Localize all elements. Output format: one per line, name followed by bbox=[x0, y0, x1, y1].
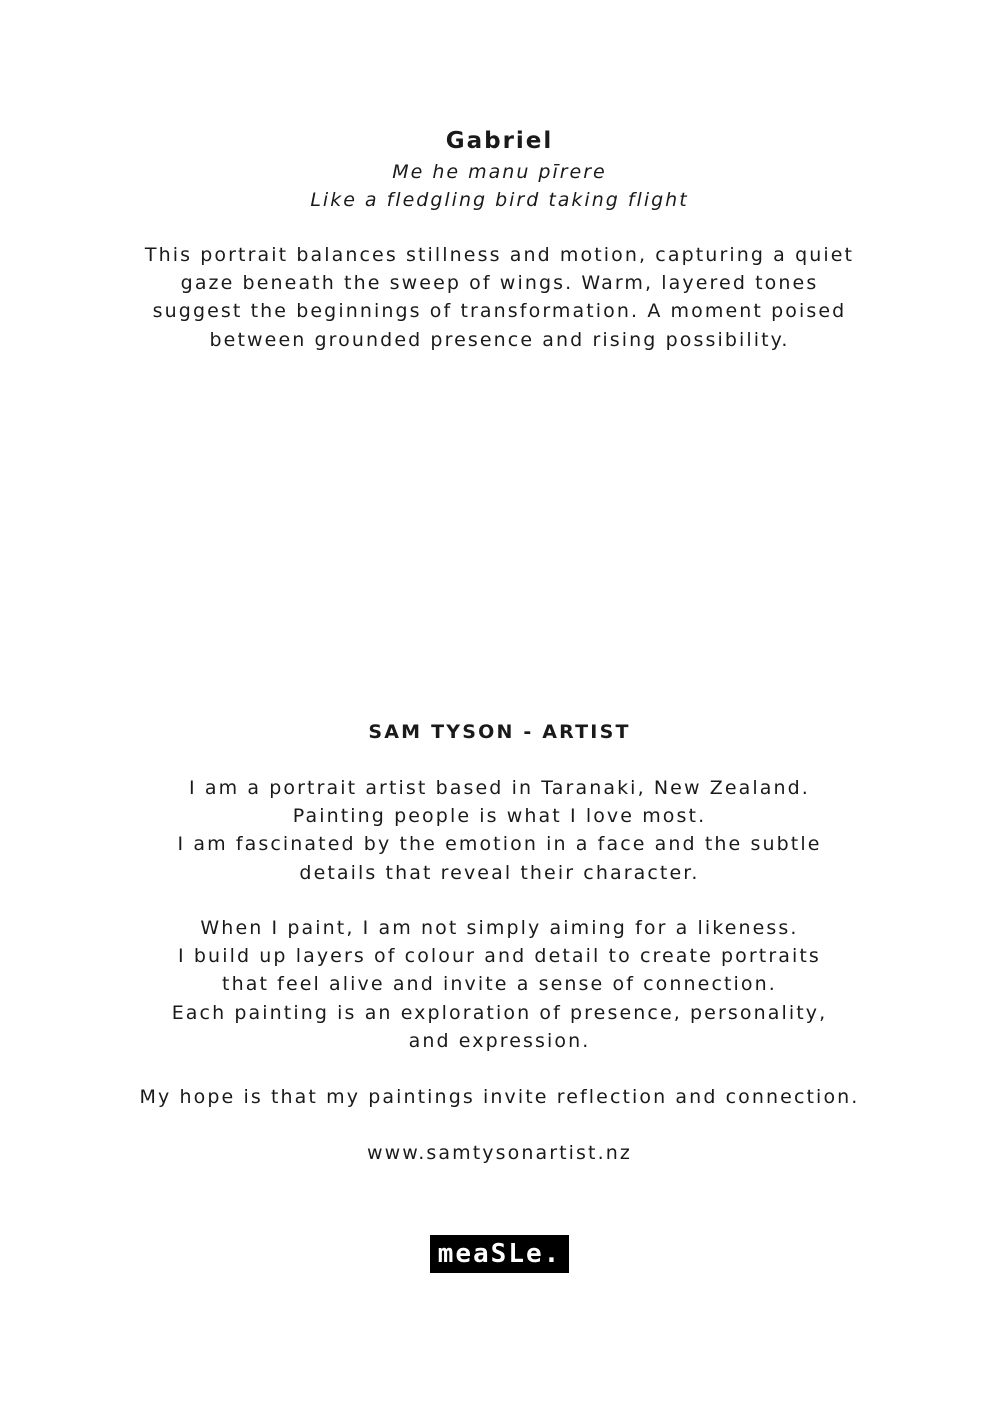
artist-bio-paragraph-3 bbox=[0, 1083, 999, 1111]
logo-container bbox=[0, 1235, 999, 1273]
description-line: suggest the beginnings of transformation. A moment poised bbox=[152, 300, 847, 323]
bio-line: Painting people is what I love most. bbox=[292, 805, 707, 828]
artist-heading: SAM TYSON - ARTIST bbox=[368, 721, 631, 743]
website-link[interactable]: www.samtysonartist.nz bbox=[367, 1142, 632, 1164]
description-line: between grounded presence and rising possibility. bbox=[209, 328, 790, 351]
subtitle-english: Like a fledgling bird taking flight bbox=[310, 189, 689, 211]
bio-line: and expression. bbox=[408, 1029, 591, 1052]
bio-line: details that reveal their character. bbox=[299, 861, 700, 884]
artist-bio-paragraph-1 bbox=[0, 774, 999, 887]
artist-website bbox=[0, 1139, 999, 1167]
subtitle-maori: Me he manu pīrere bbox=[392, 161, 607, 183]
artwork-description bbox=[0, 241, 999, 354]
bio-line: My hope is that my paintings invite reflection and connection. bbox=[139, 1086, 860, 1108]
artwork-subtitle bbox=[0, 158, 999, 214]
description-line: gaze beneath the sweep of wings. Warm, layered tones bbox=[180, 272, 819, 295]
bio-line: When I paint, I am not simply aiming for a likeness. bbox=[200, 917, 799, 939]
description-line: This portrait balances stillness and motion, capturing a quiet bbox=[144, 244, 855, 266]
bio-line: I build up layers of colour and detail to create portraits bbox=[178, 945, 821, 968]
bio-line: I am fascinated by the emotion in a face and the subtle bbox=[177, 833, 822, 856]
bio-line: Each painting is an exploration of presence, personality, bbox=[171, 1001, 828, 1024]
bio-line: I am a portrait artist based in Taranaki, New Zealand. bbox=[189, 777, 810, 799]
artist-bio-paragraph-2 bbox=[0, 914, 999, 1055]
artwork-title: Gabriel bbox=[445, 128, 554, 154]
bio-line: that feel alive and invite a sense of connection. bbox=[222, 973, 777, 996]
measle-logo: meaSLe. bbox=[430, 1235, 570, 1273]
